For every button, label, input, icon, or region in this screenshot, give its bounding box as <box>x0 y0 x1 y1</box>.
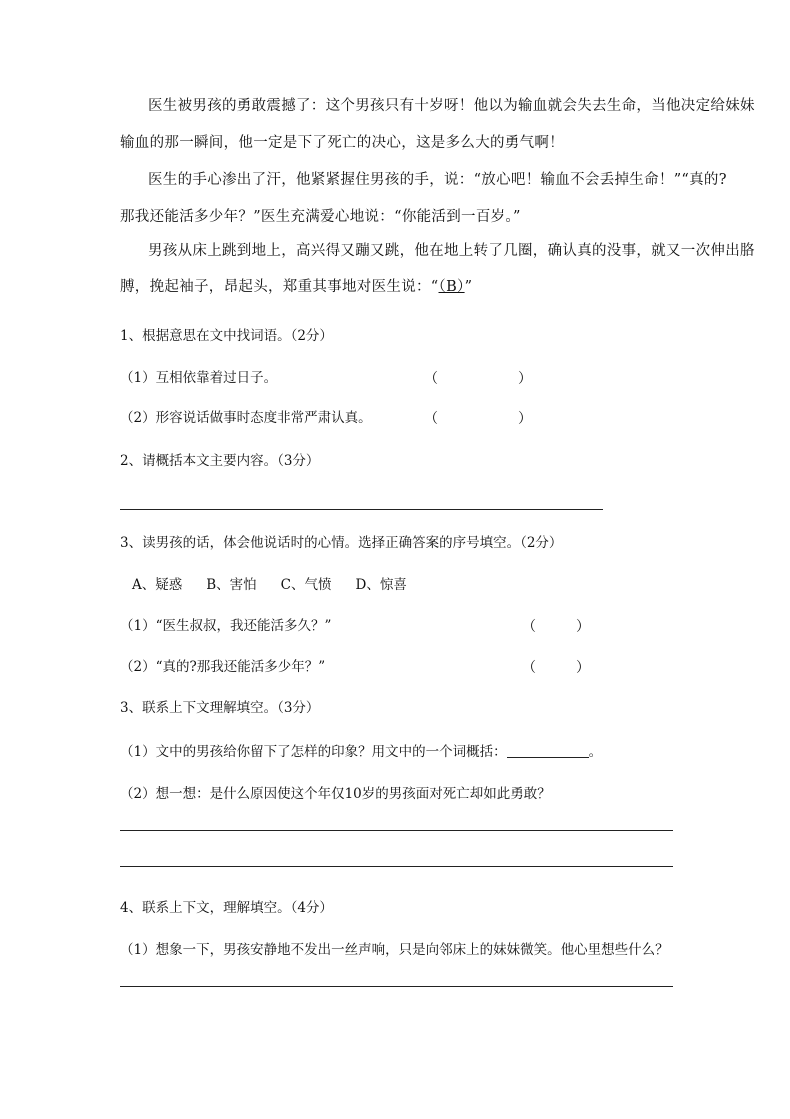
question-title: 3、联系上下文理解填空。（3分） <box>120 700 320 716</box>
question-title: 4、联系上下文，理解填空。（4分） <box>120 900 333 916</box>
answer-blank[interactable]: （ ） <box>522 660 590 676</box>
passage-line: 输血的那一瞬间，他一定是下了死亡的决心，这是多么大的勇气啊！ <box>120 135 564 151</box>
passage-text: ” <box>464 279 473 295</box>
question-item: （1）想象一下，男孩安静地不发出一丝声响，只是向邻床上的妹妹微笑。他心里想些什么？ <box>120 942 669 958</box>
question-title: 3、读男孩的话，体会他说话时的心情。选择正确答案的序号填空。（2分） <box>120 535 563 551</box>
answer-blank[interactable]: （ ） <box>522 619 590 635</box>
option-list <box>132 575 431 595</box>
question-title: 1、根据意思在文中找词语。（2分） <box>120 328 333 344</box>
option: D、惊喜 <box>355 577 407 593</box>
answer-line[interactable] <box>120 830 673 831</box>
answer-line[interactable] <box>120 509 603 510</box>
answer-blank[interactable] <box>507 743 589 758</box>
answer-blank[interactable]: （ ） <box>424 371 532 387</box>
answer-line[interactable] <box>120 986 673 987</box>
question-item: （1）文中的男孩给你留下了怎样的印象？用文中的一个词概括： 。 <box>120 744 603 760</box>
answer-line[interactable] <box>120 866 673 867</box>
question-item: （2）“真的?那我还能活多少年？” <box>120 659 326 675</box>
passage-line: 医生的手心渗出了汗，他紧紧握住男孩的手，说：“放心吧！输血不会丢掉生命！”“真的? <box>148 172 727 188</box>
option: A、疑惑 <box>132 577 183 593</box>
passage-line: 那我还能活多少年？”医生充满爱心地说：“你能活到一百岁。” <box>120 209 521 225</box>
option: C、气愤 <box>280 577 332 593</box>
option: B、害怕 <box>206 577 257 593</box>
question-title: 2、请概括本文主要内容。（3分） <box>120 453 320 469</box>
question-item: （1）“医生叔叔，我还能活多久？” <box>120 618 332 634</box>
passage-text: 膊，挽起袖子，昂起头，郑重其事地对医生说：“ <box>120 279 439 295</box>
passage-line: 医生被男孩的勇敢震撼了：这个男孩只有十岁呀！他以为输血就会失去生命，当他决定给妹妹 <box>148 98 755 114</box>
passage-line: 男孩从床上跳到地上，高兴得又蹦又跳，他在地上转了几圈，确认真的没事，就又一次伸出胳 <box>148 243 755 259</box>
question-item: （1）互相依靠着过日子。 <box>120 370 278 386</box>
question-item: （2）形容说话做事时态度非常严肃认真。 <box>120 410 372 426</box>
answer-blank[interactable]: （ ） <box>424 411 532 427</box>
filled-answer: （B） <box>438 279 465 295</box>
question-item: （2）想一想：是什么原因使这个年仅10岁的男孩面对死亡却如此勇敢？ <box>120 786 551 802</box>
passage-line <box>120 277 472 297</box>
